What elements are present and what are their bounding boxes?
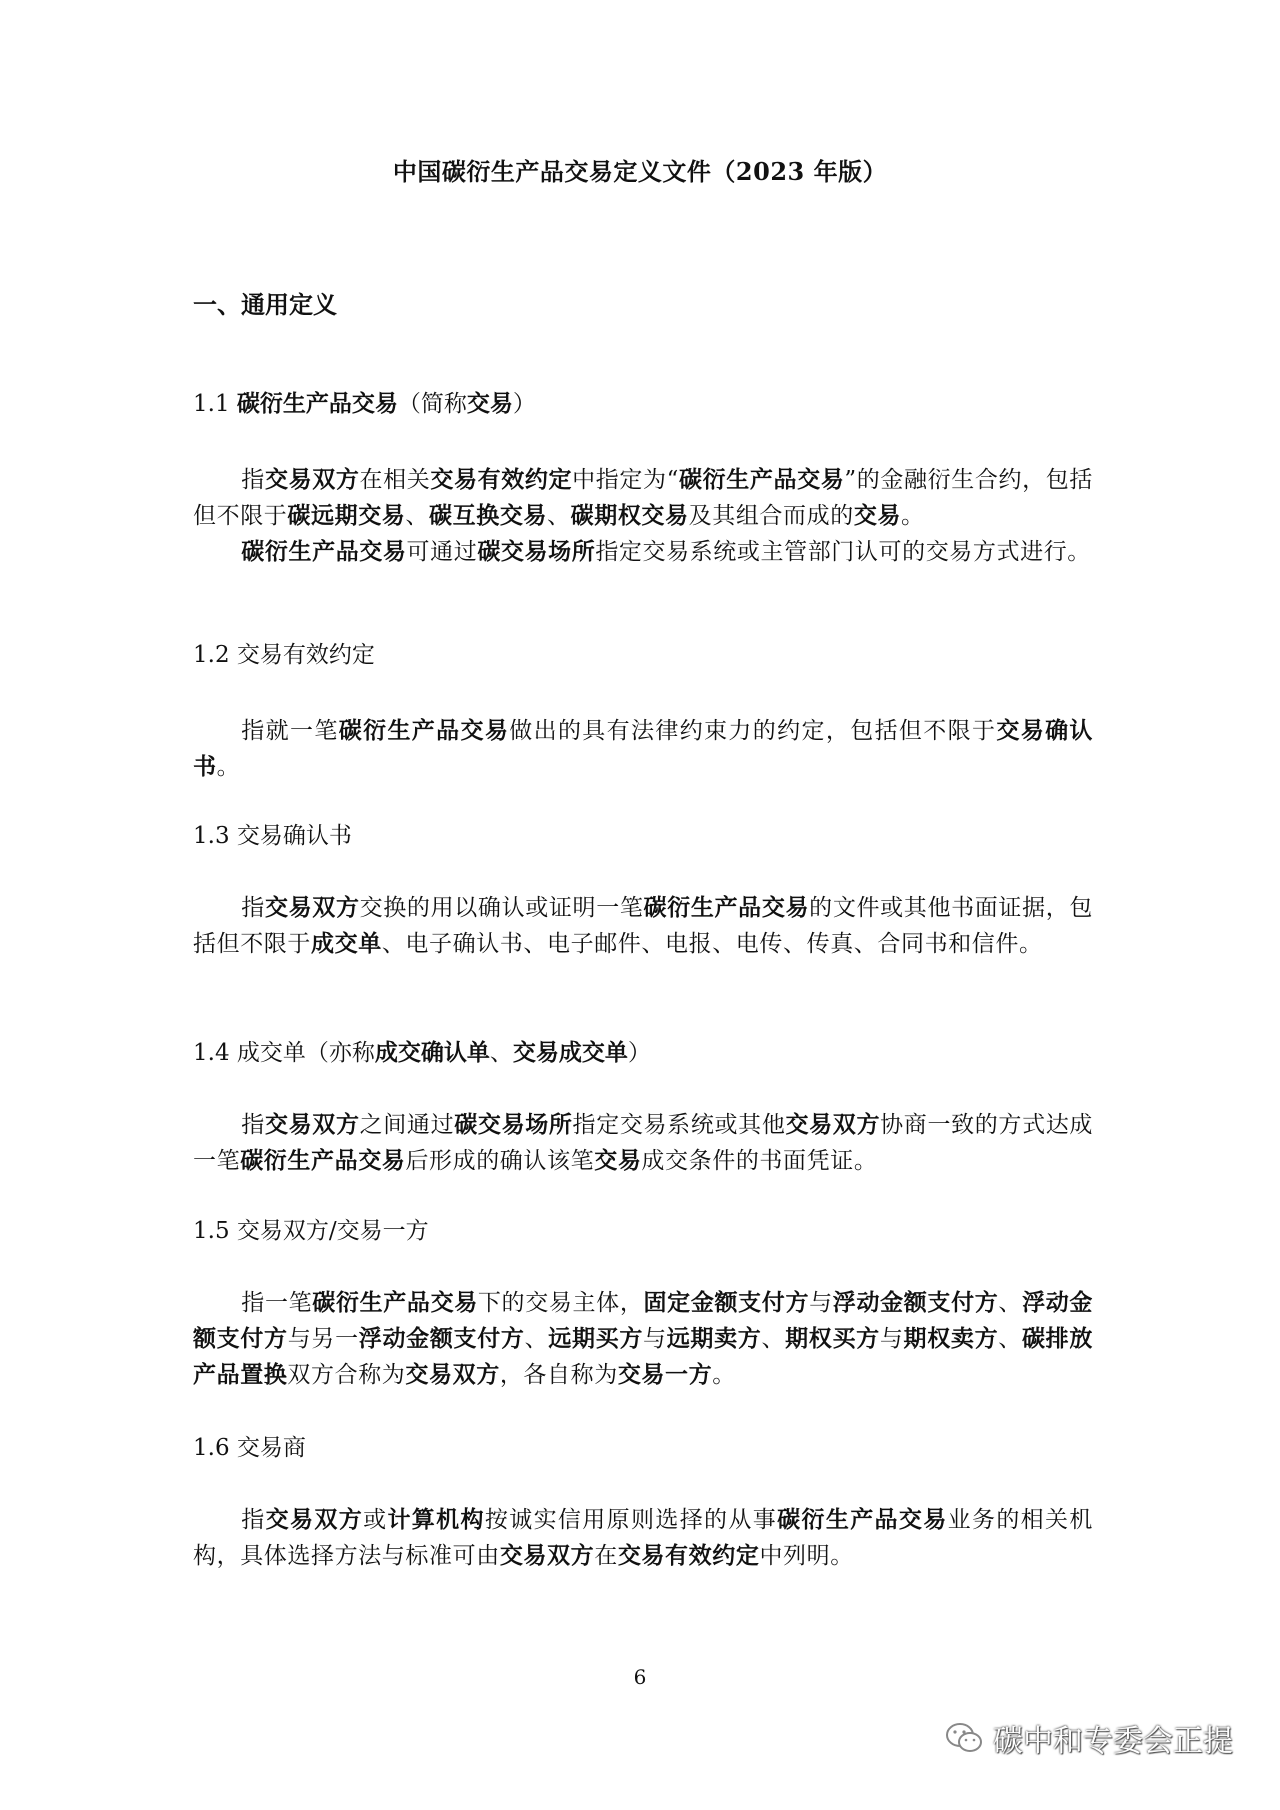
text-run: 指 [241,1507,266,1533]
defined-term: 交易双方 [405,1361,500,1388]
text-run: 、 [547,503,571,529]
definition-paragraph [193,890,1093,962]
definition-paragraph [193,534,1093,570]
text-run: ） [627,1040,651,1066]
defined-term: 碳衍生产品交易 [338,717,510,744]
defined-term: 碳衍生产品交易 [236,390,398,417]
definition-heading [193,818,1093,854]
definition-paragraph [193,462,1093,534]
text-run: 与 [879,1326,904,1352]
defined-term: 浮动金额支付方 [358,1325,525,1352]
text-run: 协商一致的方式达成一笔 [193,1112,1093,1174]
text-run: 指定交易系统或主管部门认可的交易方式进行。 [595,539,1091,565]
defined-term: 碳衍生产品交易 [312,1289,478,1316]
defined-term: 交易双方 [264,1111,360,1138]
text-run: 、 [761,1326,786,1352]
defined-term: 成交单 [311,930,382,957]
text-run: 指 [241,467,265,493]
text-run: 中列明。 [759,1543,854,1569]
defined-term: 期权买方 [785,1325,880,1352]
defined-term: 交易有效约定 [430,466,573,493]
text-run: 成交条件的书面凭证。 [641,1148,878,1174]
text-run: 、 [524,1326,549,1352]
defined-term: 碳衍生产品交易 [643,894,810,921]
definition-1-1 [193,386,1093,570]
document-title: 中国碳衍生产品交易定义文件（2023 年版） [392,157,888,186]
text-run: 1.6 交易商 [193,1435,306,1461]
text-run: ） [512,391,536,417]
definition-heading [193,386,1093,422]
text-run: 指 [241,895,265,921]
text-run: 及其组合而成的 [688,503,854,529]
page-number: 6 [633,1665,647,1689]
text-run: 或 [363,1507,388,1533]
defined-term: 碳交易场所 [477,538,596,565]
definition-paragraph [193,1285,1093,1393]
text-run: 交换的用以确认或证明一笔 [359,895,644,921]
definition-heading [193,1430,1093,1466]
text-run: 后形成的确认该笔 [405,1148,595,1174]
defined-term: 交易 [594,1147,642,1174]
text-run: 1.3 交易确认书 [193,823,352,849]
text-run: （简称 [397,391,467,417]
definition-heading [193,1213,1093,1249]
defined-term: 交易有效约定 [617,1542,760,1569]
text-run: 。 [901,503,925,529]
text-run: ”的金融衍生合约，包括但不限于 [193,467,1094,529]
text-run: ，各自称为 [499,1362,618,1388]
definition-1-2 [193,637,1093,785]
text-run: 中指定为“ [572,467,679,493]
definition-paragraph [193,713,1093,785]
defined-term: 碳互换交易 [429,502,548,529]
text-run: 业务的相关机构，具体选择方法与标准可由 [193,1507,1093,1569]
defined-term: 交易 [853,502,902,529]
defined-term: 碳衍生产品交易 [240,1147,406,1174]
defined-term: 碳衍生产品交易 [777,1506,948,1533]
wechat-icon [945,1721,983,1755]
watermark-text: 碳中和专委会正提 [993,1724,1233,1759]
text-run: 。 [712,1362,736,1388]
defined-term: 交易确认书 [193,717,1094,780]
definition-paragraph [193,1107,1093,1179]
text-run: 1.5 交易双方/交易一方 [193,1218,429,1244]
text-run: 按诚实信用原则选择的从事 [484,1507,778,1533]
text-run: 的文件或其他书面证据，包括但不限于 [193,895,1094,957]
text-run: 指定交易系统或其他 [572,1112,786,1138]
defined-term: 浮动金额支付方 [193,1289,1093,1352]
defined-term: 交易成交单 [512,1039,628,1066]
defined-term: 交易双方 [264,466,360,493]
section-heading: 一、通用定义 [193,290,337,319]
defined-term: 碳排放产品置换 [193,1325,1093,1388]
text-run: 指 [241,1112,265,1138]
text-run: 1.2 交易有效约定 [193,642,375,668]
definition-1-4 [193,1035,1093,1179]
text-run: 做出的具有法律约束力的约定，包括但不限于 [509,718,997,744]
defined-term: 交易双方 [264,894,360,921]
text-run: 1.4 成交单 [193,1040,306,1066]
defined-term: 碳衍生产品交易 [678,466,845,493]
definition-1-5 [193,1213,1093,1393]
text-run: 可通过 [406,539,478,565]
defined-term: 成交确认单 [374,1039,490,1066]
text-run: 。 [216,754,241,780]
defined-term: 碳远期交易 [287,502,406,529]
text-run: 在 [594,1543,618,1569]
defined-term: 固定金额支付方 [643,1289,810,1316]
text-run: 与另一 [287,1326,359,1352]
text-run: 下的交易主体， [477,1290,644,1316]
defined-term: 远期卖方 [666,1325,762,1352]
definition-paragraph [193,1502,1093,1574]
text-run: 与 [643,1326,667,1352]
defined-term: 交易一方 [617,1361,713,1388]
defined-term: 期权卖方 [903,1325,999,1352]
definition-1-3 [193,818,1093,962]
defined-term: 交易双方 [785,1111,881,1138]
text-run: 、 [998,1290,1023,1316]
defined-term: 交易双方 [265,1506,364,1533]
defined-term: 计算机构 [387,1506,485,1533]
text-run: 1.1 [193,391,237,417]
definition-heading [193,1035,1093,1071]
text-run: 、 [998,1326,1022,1352]
defined-term: 交易 [466,390,513,417]
text-run: 在相关 [359,467,431,493]
watermark [945,1716,1233,1760]
definition-heading [193,637,1093,673]
defined-term: 浮动金额支付方 [832,1289,999,1316]
text-run: 、 [489,1040,513,1066]
defined-term: 交易双方 [499,1542,595,1569]
text-run: 之间通过 [359,1112,455,1138]
defined-term: 碳期权交易 [570,502,689,529]
text-run: 双方合称为 [287,1362,406,1388]
defined-term: 碳交易场所 [454,1111,573,1138]
text-run: 指就一笔 [241,718,339,744]
text-run: （亦称 [305,1040,375,1066]
text-run: 与 [809,1290,833,1316]
defined-term: 远期买方 [548,1325,644,1352]
text-run: 、电子确认书、电子邮件、电报、电传、传真、合同书和信件。 [381,931,1043,957]
definition-1-6 [193,1430,1093,1574]
text-run: 、 [405,503,430,529]
defined-term: 碳衍生产品交易 [241,538,407,565]
text-run: 指一笔 [241,1290,313,1316]
